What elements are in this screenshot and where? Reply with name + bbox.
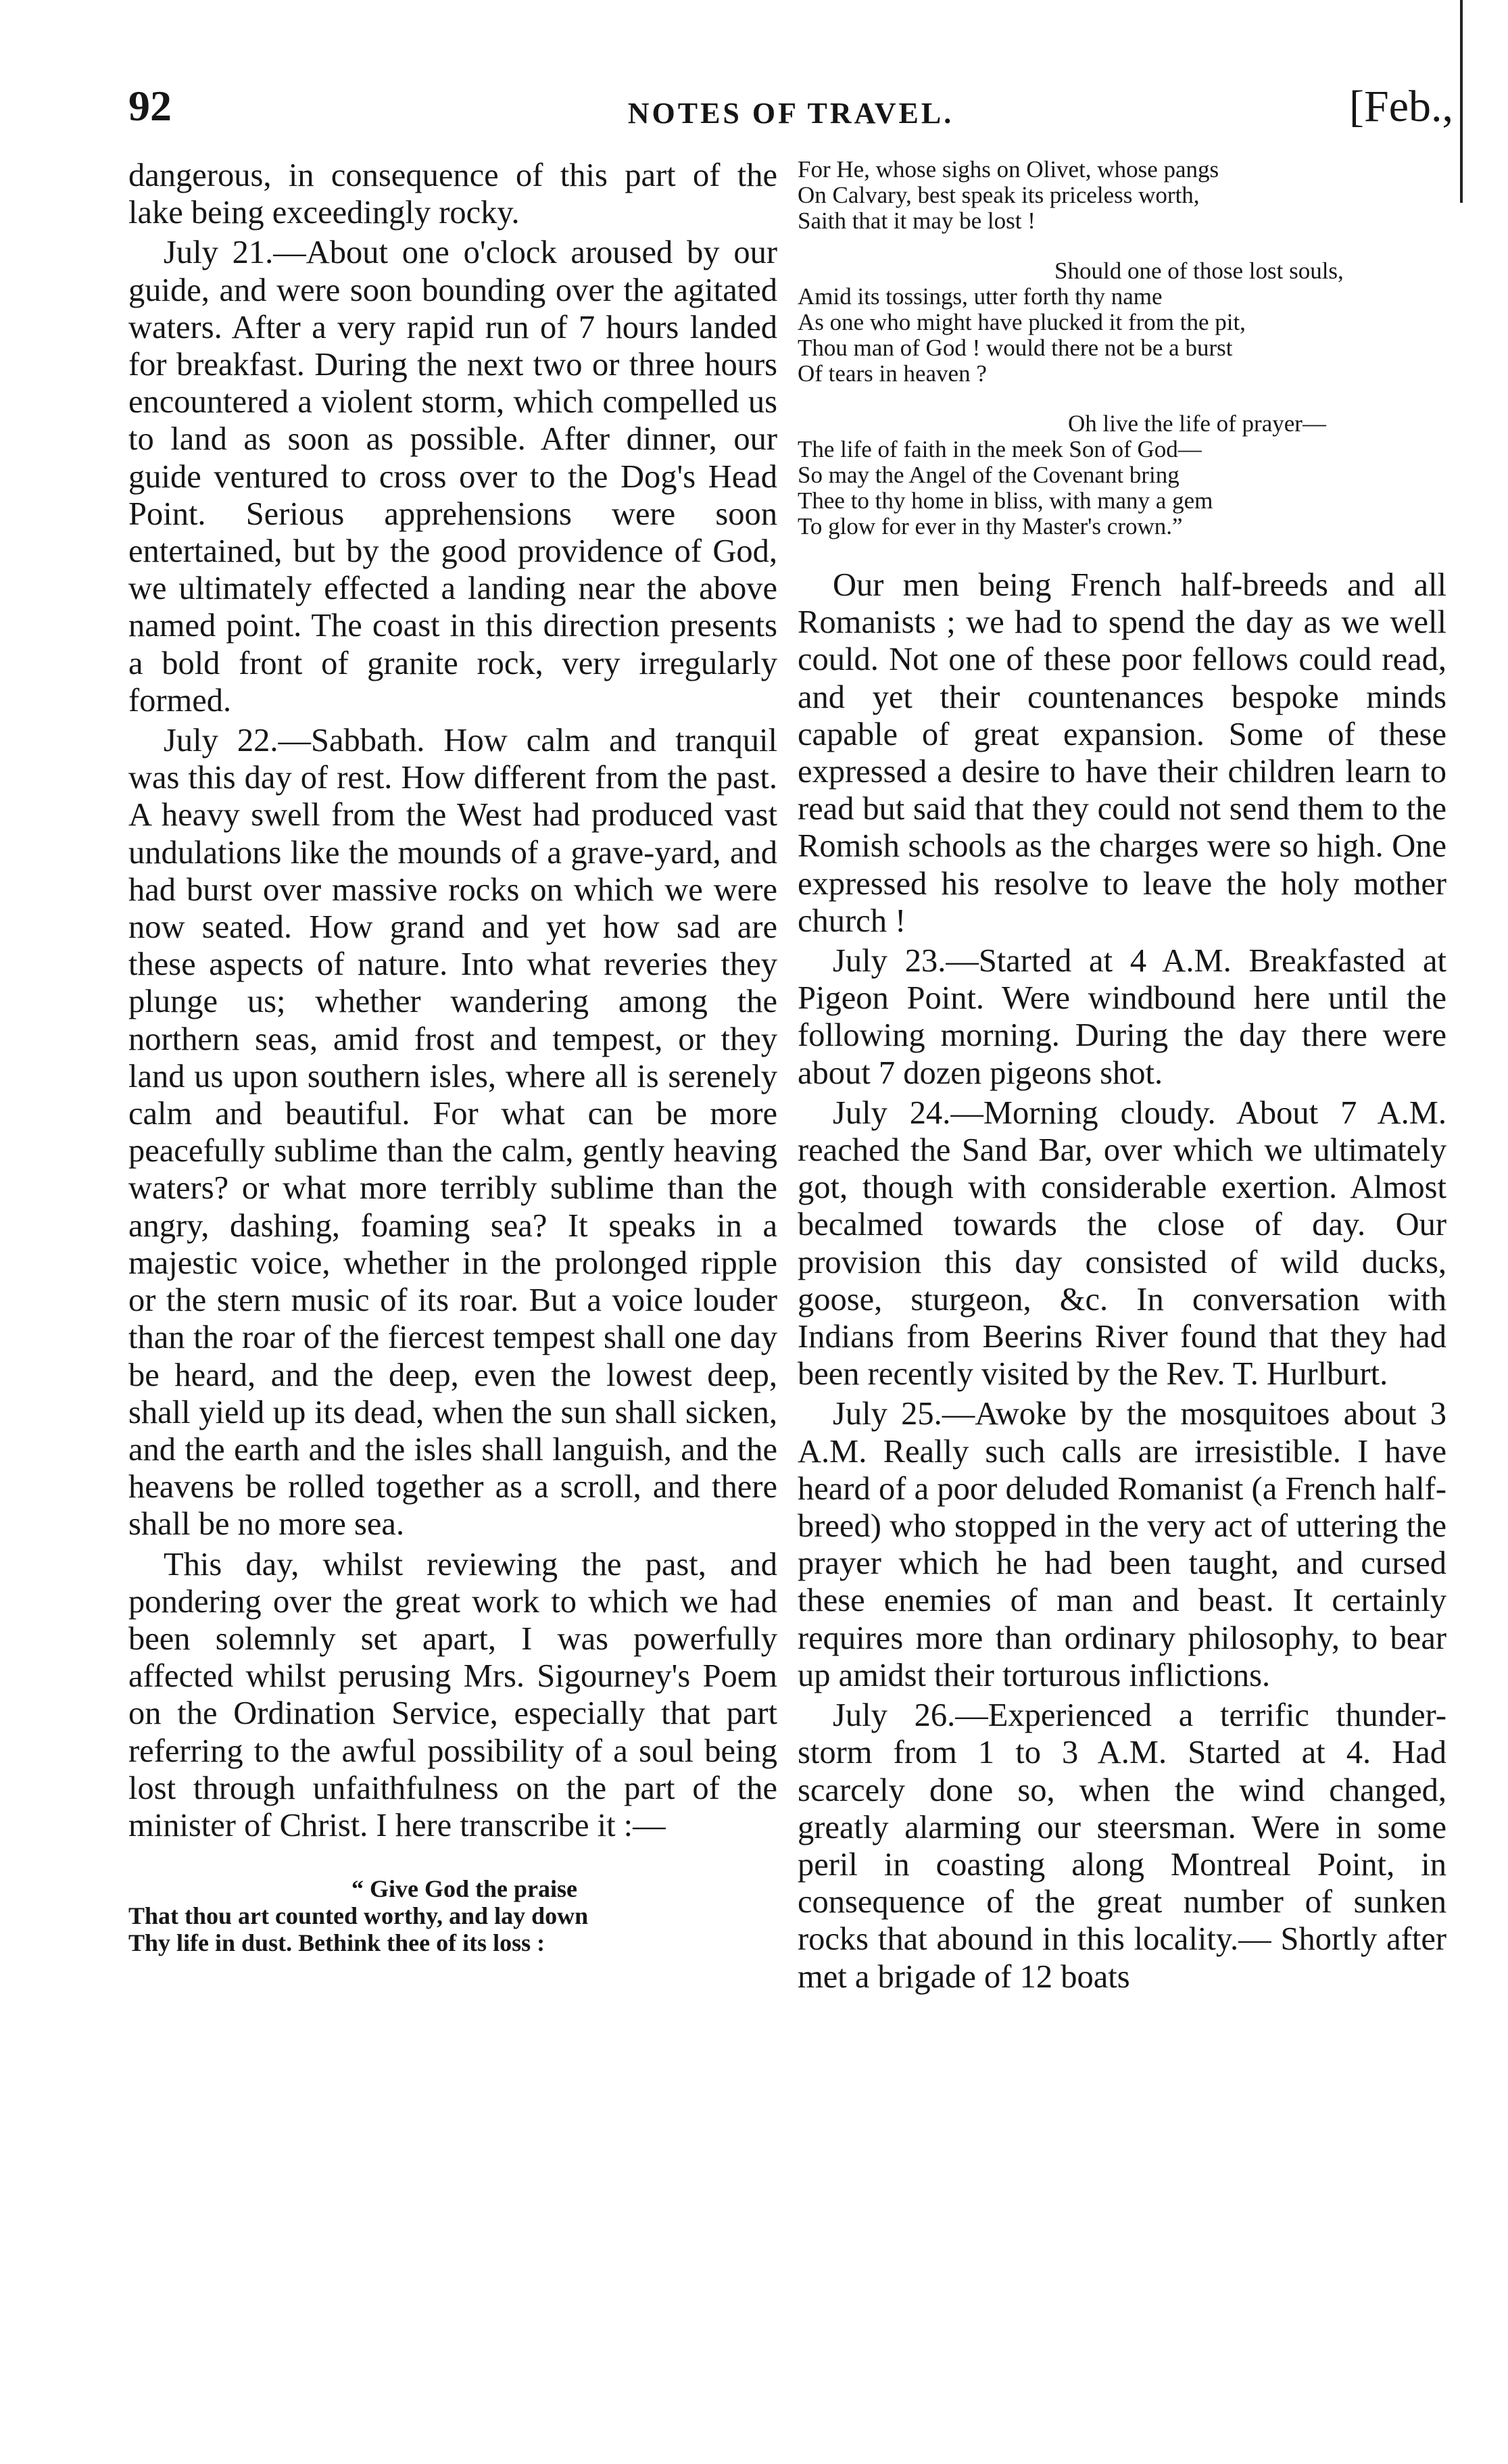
running-header xyxy=(128,81,1453,142)
running-title: NOTES OF TRAVEL. xyxy=(627,97,954,130)
poem-line: Of tears in heaven ? xyxy=(798,360,987,387)
poem-line: Thee to thy home in bliss, with many a gem xyxy=(798,487,1213,514)
paragraph: July 22.—Sabbath. How calm and tranquil was this day of rest. How different from the past. A heavy swell from the West had produced vast undulations like the mounds of a grave-yard, and had burst over massive rocks on which we were now seated. How grand and yet how sad are these aspects of nature. Into what reveries they plunge us; whether wandering among the northern seas, amid frost and tempest, or they land us upon southern isles, where all is serenely calm and beautiful. For what can be more peacefully sublime than the calm, gently heaving waters? or what more terribly sublime than the angry, dashing, foaming sea? It speaks in a majestic voice, whether in the prolonged ripple or the stern music of its roar. But a voice louder than the roar of the fiercest tempest shall one day be heard, and the deep, even the lowest deep, shall yield up its dead, when the sun shall sicken, and the earth and the isles shall languish, and the heavens be rolled together as a scroll, and there shall be no more sea. xyxy=(128,723,777,1543)
left-column xyxy=(128,157,777,1956)
right-column xyxy=(798,157,1446,1996)
paragraph: July 25.—Awoke by the mosquitoes about 3 A.M. Really such calls are irresistible. I have heard of a poor deluded Romanist (a French half-breed) who stopped in the very act of uttering the prayer which he had been taught, and cursed these enemies of man and beast. It certainly requires more than ordinary philosophy, to bear up amidst their torturous inflictions. xyxy=(798,1396,1446,1693)
poem-line: On Calvary, best speak its priceless worth, xyxy=(798,182,1200,208)
paragraph: July 24.—Morning cloudy. About 7 A.M. reached the Sand Bar, over which we ultimately got, though with considerable exertion. Almost becalmed towards the close of day. Our provision this day consisted of wild ducks, goose, sturgeon, &c. In conversation with Indians from Beerins River found that they had been recently visited by the Rev. T. Hurlburt. xyxy=(798,1094,1446,1393)
poem-line: Oh live the life of prayer— xyxy=(1068,410,1326,437)
poem-line: “ Give God the praise xyxy=(351,1875,577,1903)
header-month: [Feb., xyxy=(1349,82,1453,131)
paragraph: dangerous, in consequence of this part of the lake being exceedingly rocky. xyxy=(128,158,777,231)
poem-stanza xyxy=(798,411,1446,539)
poem-line: To glow for ever in thy Master's crown.” xyxy=(798,513,1183,539)
poem-line: For He, whose sighs on Olivet, whose pangs xyxy=(798,156,1219,183)
poem-line: As one who might have plucked it from the pit, xyxy=(798,309,1246,335)
page-number: 92 xyxy=(128,82,172,130)
poem-line: Amid its tossings, utter forth thy name xyxy=(798,283,1163,310)
poem-stanza xyxy=(798,157,1446,234)
poem-excerpt-start xyxy=(128,1875,777,1956)
paragraph: July 21.—About one o'clock aroused by our guide, and were soon bounding over the agitated waters. After a very rapid run of 7 hours landed for breakfast. During the next two or three hours encountered a violent storm, which compelled us to land as soon as possible. After dinner, our guide ventured to cross over to the Dog's Head Point. Serious apprehensions were soon entertained, but by the good providence of God, we ultimately effected a landing near the above named point. The coast in this direction presents a bold front of granite rock, very irregularly formed. xyxy=(128,235,777,719)
page-edge-rule xyxy=(1460,0,1463,203)
poem-line: Thou man of God ! would there not be a burst xyxy=(798,335,1233,361)
poem-excerpt-continued xyxy=(798,157,1446,539)
poem-line: The life of faith in the meek Son of God— xyxy=(798,436,1202,462)
poem-line: Thy life in dust. Bethink thee of its loss : xyxy=(128,1929,545,1957)
poem-line: Saith that it may be lost ! xyxy=(798,208,1036,234)
poem-line: So may the Angel of the Covenant bring xyxy=(798,462,1179,488)
paragraph: Our men being French half-breeds and all Romanists ; we had to spend the day as we well could. Not one of these poor fellows could read, and yet their countenances bespoke minds capable of great expansion. Some of these expressed a desire to have their children learn to read but said that they could not send them to the Romish schools as the charges were so high. One expressed his resolve to leave the holy mother church ! xyxy=(798,567,1446,939)
paragraph: July 26.—Experienced a terrific thunder-storm from 1 to 3 A.M. Started at 4. Had scarcely done so, when the wind changed, greatly alarming our steersman. Were in some peril in coasting along Montreal Point, in consequence of the great number of sunken rocks that abound in this locality.— Shortly after met a brigade of 12 boats xyxy=(798,1697,1446,1995)
paragraph: This day, whilst reviewing the past, and pondering over the great work to which we had been solemnly set apart, I was powerfully affected whilst perusing Mrs. Sigourney's Poem on the Ordination Service, especially that part referring to the awful possibility of a soul being lost through unfaithfulness on the part of the minister of Christ. I here transcribe it :— xyxy=(128,1546,777,1843)
paragraph: July 23.—Started at 4 A.M. Breakfasted at Pigeon Point. Were windbound here until the following morning. During the day there were about 7 dozen pigeons shot. xyxy=(798,943,1446,1091)
poem-line: That thou art counted worthy, and lay down xyxy=(128,1902,589,1930)
poem-line: Should one of those lost souls, xyxy=(1054,258,1344,284)
poem-stanza xyxy=(798,258,1446,387)
